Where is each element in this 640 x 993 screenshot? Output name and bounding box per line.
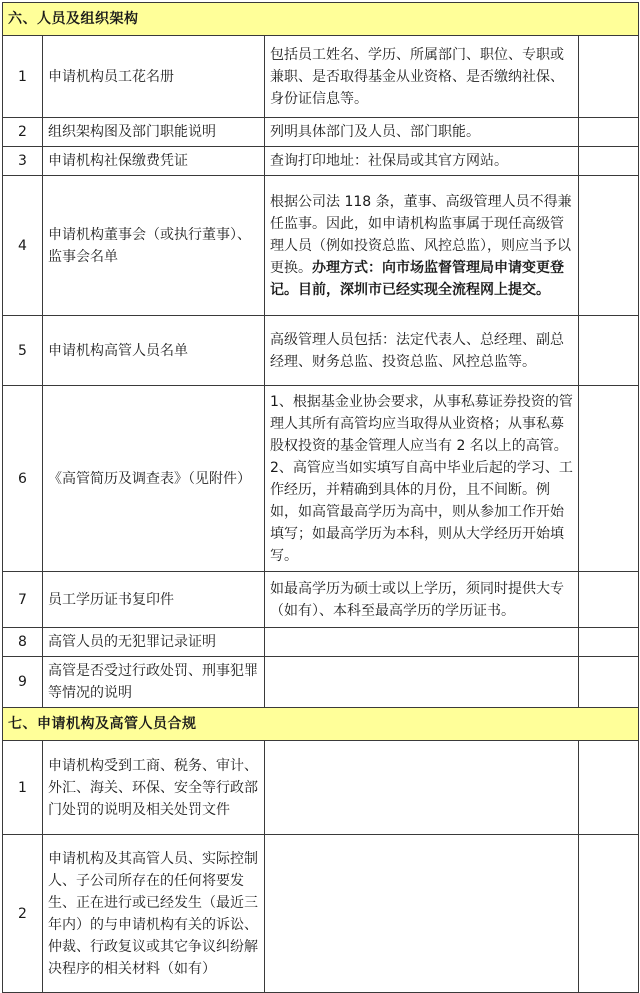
row-number: 4	[3, 176, 43, 316]
item-description: 高级管理人员包括：法定代表人、总经理、副总经理、财务总监、投资总监、风控总监等。	[265, 316, 579, 386]
item-name: 《高管简历及调查表》（见附件）	[43, 386, 265, 572]
row-number: 1	[3, 36, 43, 118]
item-description: 如最高学历为硕士或以上学历，须同时提供大专（如有）、本科至最高学历的学历证书。	[265, 572, 579, 628]
item-name: 申请机构及其高管人员、实际控制人、子公司所存在的任何将要发生、正在进行或已经发生（最近三年内）的与申请机构有关的诉讼、仲裁、行政复议或其它争议纠纷解决程序的相关材料（如有）	[43, 835, 265, 993]
item-description	[265, 657, 579, 708]
item-name: 高管是否受过行政处罚、刑事犯罪等情况的说明	[43, 657, 265, 708]
row-number: 3	[3, 147, 43, 176]
table-row	[3, 572, 639, 628]
table-row	[3, 835, 639, 993]
table-row	[3, 657, 639, 708]
section-header-row	[3, 3, 639, 36]
remark-cell	[579, 36, 639, 118]
item-description	[265, 741, 579, 835]
remark-cell	[579, 147, 639, 176]
remark-cell	[579, 316, 639, 386]
section-title: 七、申请机构及高管人员合规	[3, 708, 639, 741]
remark-cell	[579, 386, 639, 572]
document-table	[2, 2, 639, 993]
row-number: 6	[3, 386, 43, 572]
section-header-row	[3, 708, 639, 741]
row-number: 8	[3, 628, 43, 657]
item-name: 员工学历证书复印件	[43, 572, 265, 628]
item-description: 1、根据基金业协会要求，从事私募证券投资的管理人其所有高管均应当取得从业资格；从事私募股权投资的基金管理人应当有 2 名以上的高管。2、高管应当如实填写自高中毕业后起的学习、工作经历，并精确到具体的月份，且不间断。例如，如高管最高学历为高中，则从参加工作开始填写；如最高学历为本科，则从大学经历开始填写。	[265, 386, 579, 572]
item-name: 申请机构受到工商、税务、审计、外汇、海关、环保、安全等行政部门处罚的说明及相关处罚文件	[43, 741, 265, 835]
table-row	[3, 118, 639, 147]
row-number: 2	[3, 835, 43, 993]
description-text: 根据公司法 118 条，董事、高级管理人员不得兼任监事。因此，如申请机构监事属于现任高级管理人员（例如投资总监、风控总监），则应当予以更换。	[270, 193, 572, 276]
table-row	[3, 147, 639, 176]
table-row	[3, 316, 639, 386]
item-description	[265, 176, 579, 316]
row-number: 1	[3, 741, 43, 835]
table-row	[3, 628, 639, 657]
table-row	[3, 176, 639, 316]
item-name: 申请机构董事会（或执行董事）、监事会名单	[43, 176, 265, 316]
remark-cell	[579, 835, 639, 993]
item-description: 列明具体部门及人员、部门职能。	[265, 118, 579, 147]
item-description: 查询打印地址：社保局或其官方网站。	[265, 147, 579, 176]
item-description	[265, 835, 579, 993]
row-number: 9	[3, 657, 43, 708]
row-number: 5	[3, 316, 43, 386]
remark-cell	[579, 176, 639, 316]
row-number: 7	[3, 572, 43, 628]
table-row	[3, 741, 639, 835]
remark-cell	[579, 118, 639, 147]
item-description	[265, 628, 579, 657]
item-name: 申请机构高管人员名单	[43, 316, 265, 386]
item-name: 组织架构图及部门职能说明	[43, 118, 265, 147]
table-row	[3, 386, 639, 572]
remark-cell	[579, 572, 639, 628]
remark-cell	[579, 741, 639, 835]
table-row	[3, 36, 639, 118]
item-name: 申请机构社保缴费凭证	[43, 147, 265, 176]
remark-cell	[579, 657, 639, 708]
remark-cell	[579, 628, 639, 657]
section-title: 六、人员及组织架构	[3, 3, 639, 36]
item-name: 申请机构员工花名册	[43, 36, 265, 118]
row-number: 2	[3, 118, 43, 147]
description-bold-text: 办理方式：向市场监督管理局申请变更登记。目前，深圳市已经实现全流程网上提交。	[270, 259, 564, 298]
item-name: 高管人员的无犯罪记录证明	[43, 628, 265, 657]
item-description: 包括员工姓名、学历、所属部门、职位、专职或兼职、是否取得基金从业资格、是否缴纳社保、身份证信息等。	[265, 36, 579, 118]
